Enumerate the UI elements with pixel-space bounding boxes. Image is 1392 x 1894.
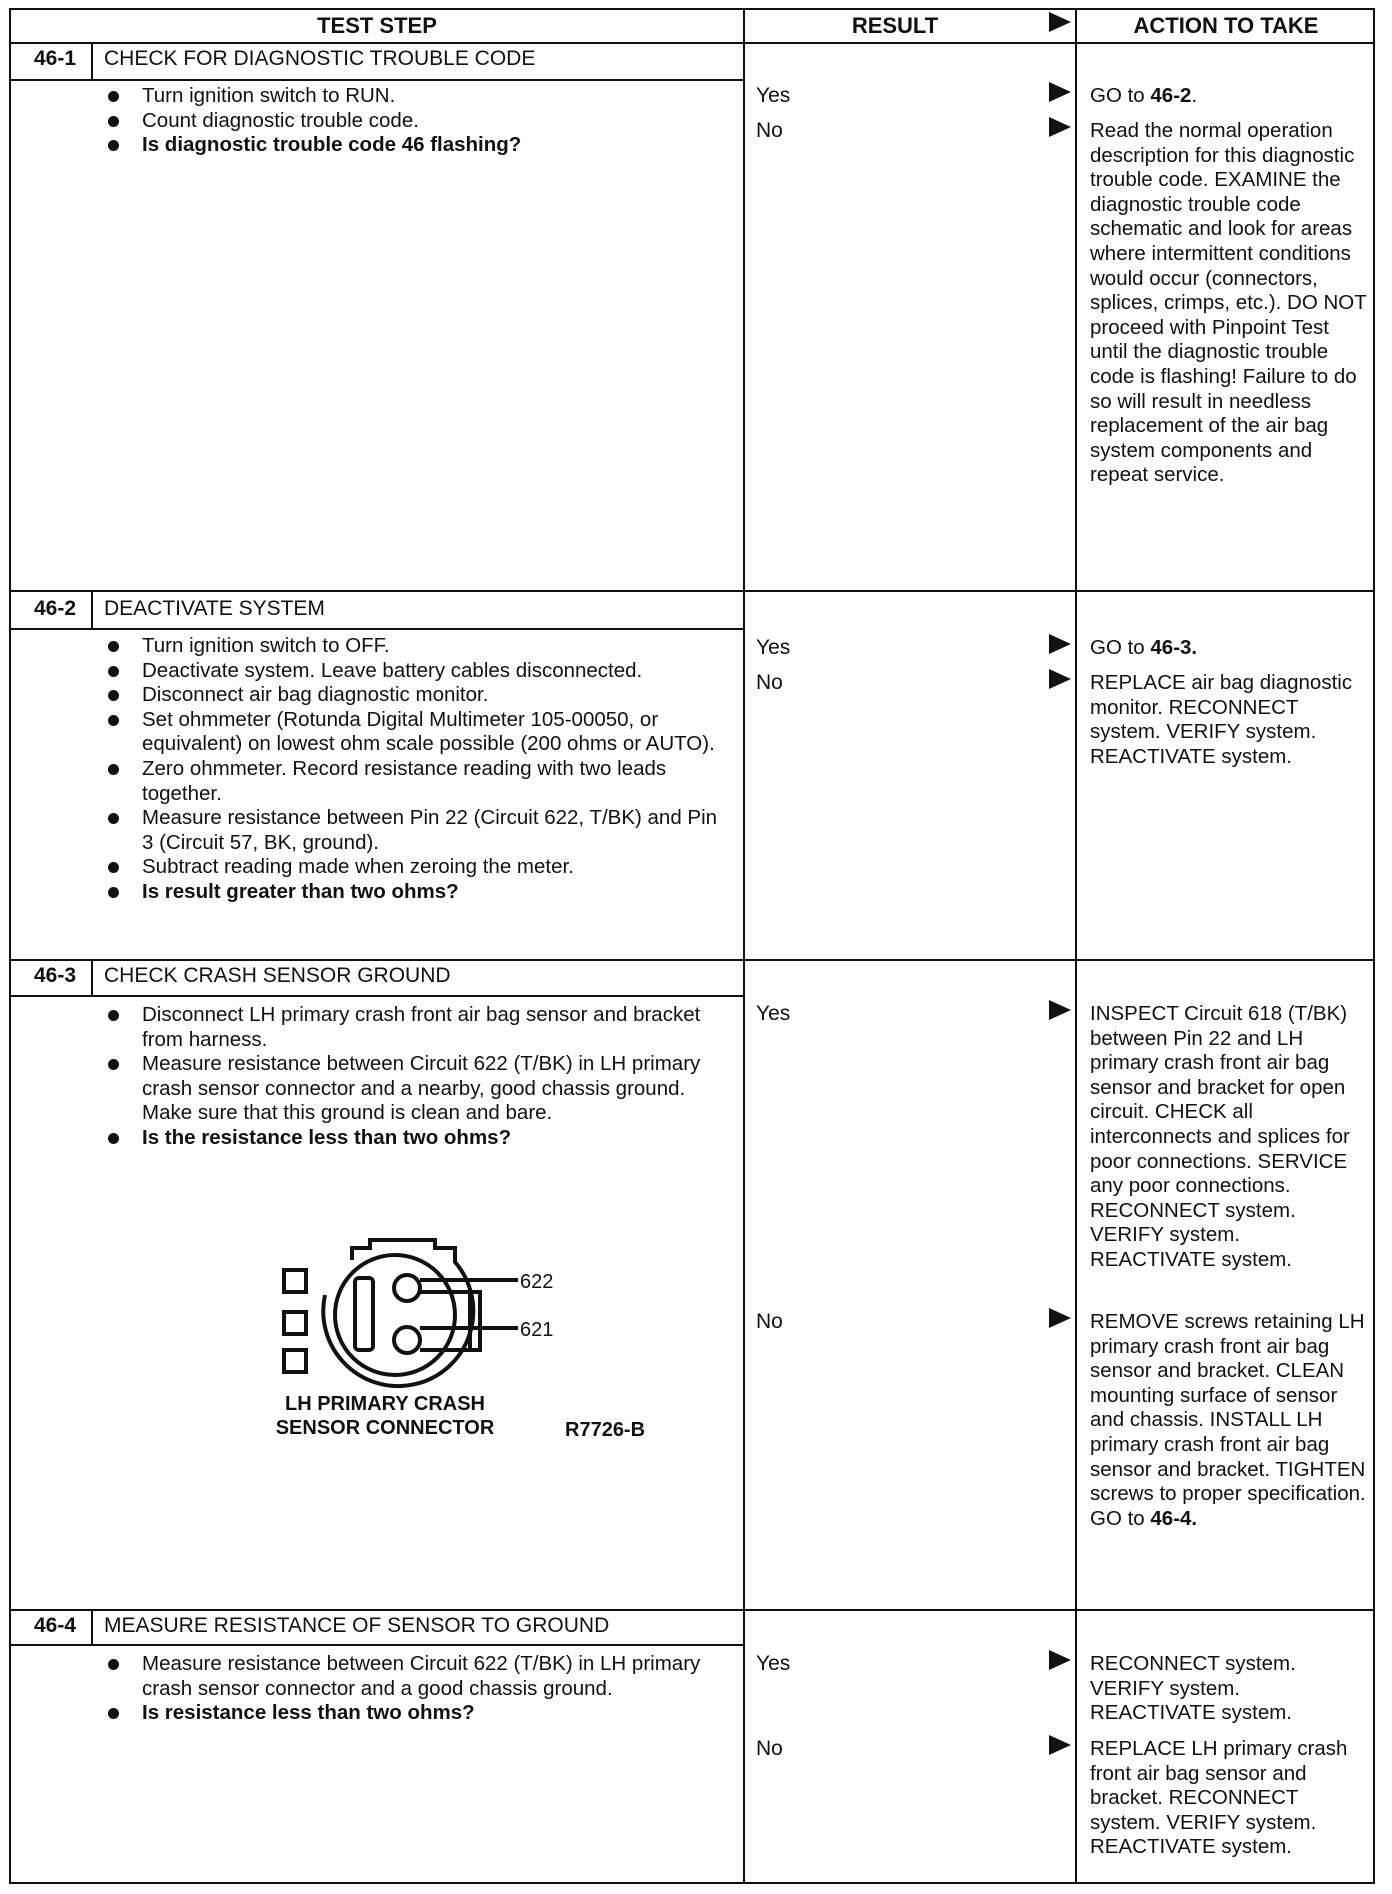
header-arrow-icon: [1049, 12, 1071, 32]
action-text: REPLACE LH primary crash front air bag sensor and bracket. RECONNECT system. VERIFY system. REACTIVATE system.: [1090, 1737, 1348, 1859]
step-title-rule: [9, 995, 744, 997]
step-rule: [9, 1609, 1375, 1611]
step-title-rule: [9, 79, 744, 81]
bullet-item: Deactivate system. Leave battery cables disconnected.: [100, 659, 720, 684]
figure-id: R7726-B: [565, 1419, 646, 1441]
divider-step-result: [743, 8, 745, 1884]
bullet-item: Disconnect air bag diagnostic monitor.: [100, 683, 720, 708]
action-step-link: 46-4.: [1150, 1506, 1198, 1530]
diagram-caption-line: LH PRIMARY CRASH: [284, 1393, 485, 1415]
result-arrow-icon: [1049, 117, 1071, 137]
header-action: ACTION TO TAKE: [1133, 13, 1319, 38]
result-no: No: [756, 671, 783, 694]
step-bullets: [100, 84, 720, 158]
action-prefix: GO to: [1090, 84, 1151, 107]
step-number: 46-4: [33, 1614, 77, 1637]
step-title-rule: [9, 1644, 744, 1646]
connector-pin-622: [394, 1275, 420, 1301]
header-result: RESULT: [851, 13, 939, 38]
step-number-divider: [91, 590, 93, 628]
step-number-divider: [91, 1609, 93, 1645]
action-prefix: REMOVE screws retaining LH primary crash front air bag sensor and bracket. CLEAN mounting surface of sensor and chassis. INSTALL LH primary crash front air bag sensor and bracket. TIGHTEN screws to proper specification. GO to: [1090, 1310, 1366, 1530]
result-yes: Yes: [756, 84, 791, 107]
bullet-item: Zero ohmmeter. Record resistance reading with two leads together.: [100, 757, 720, 806]
action-text: [1090, 1310, 1370, 1531]
connector-key-slot: [355, 1278, 373, 1350]
action-text: RECONNECT system. VERIFY system. REACTIVATE system.: [1090, 1652, 1296, 1725]
bullet-question: Is the resistance less than two ohms?: [100, 1126, 720, 1151]
step-rule: [9, 590, 1375, 592]
step-number-divider: [91, 959, 93, 996]
divider-result-action: [1075, 8, 1077, 1884]
result-no: No: [756, 119, 783, 142]
step-number: 46-1: [33, 47, 77, 70]
bullet-item: Measure resistance between Circuit 622 (T/BK) in LH primary crash sensor connector and a good chassis ground.: [100, 1652, 720, 1701]
diagram-caption-line: SENSOR CONNECTOR: [275, 1417, 495, 1439]
header-rule: [9, 42, 1375, 44]
action-text: [1090, 636, 1370, 661]
bullet-item: Measure resistance between Pin 22 (Circuit 622, T/BK) and Pin 3 (Circuit 57, BK, ground).: [100, 806, 720, 855]
result-no: No: [756, 1737, 783, 1760]
step-bullets: [100, 1652, 720, 1726]
bullet-item: Subtract reading made when zeroing the meter.: [100, 855, 720, 880]
result-arrow-icon: [1049, 634, 1071, 654]
result-yes: Yes: [756, 1652, 791, 1675]
step-number: 46-3: [33, 964, 77, 987]
action-step-link: 46-2: [1150, 84, 1192, 107]
bullet-item: Turn ignition switch to RUN.: [100, 84, 720, 109]
action-text: Read the normal operation description for this diagnostic trouble code. EXAMINE the diagnostic trouble code schematic and look for areas where intermittent conditions would occur (connectors, splices, crimps, etc.). DO NOT proceed with Pinpoint Test until the diagnostic trouble code is flashing! Failure to do so will result in needless replacement of the air bag system components and repeat service.: [1090, 119, 1367, 487]
result-yes: Yes: [756, 636, 791, 659]
action-text: [1090, 84, 1370, 109]
pin-label: 622: [520, 1271, 554, 1293]
step-title: CHECK FOR DIAGNOSTIC TROUBLE CODE: [104, 47, 536, 70]
step-title: DEACTIVATE SYSTEM: [104, 597, 325, 620]
bullet-question: Is result greater than two ohms?: [100, 880, 720, 905]
result-arrow-icon: [1049, 1308, 1071, 1328]
bullet-item: Turn ignition switch to OFF.: [100, 634, 720, 659]
pin-label: 621: [520, 1319, 554, 1341]
bullet-item: Measure resistance between Circuit 622 (T/BK) in LH primary crash sensor connector and a nearby, good chassis ground. Make sure that this ground is clean and bare.: [100, 1052, 720, 1126]
step-number: 46-2: [33, 597, 77, 620]
connector-tab: [284, 1312, 306, 1334]
connector-housing: [323, 1240, 473, 1386]
result-arrow-icon: [1049, 669, 1071, 689]
result-arrow-icon: [1049, 1000, 1071, 1020]
result-yes: Yes: [756, 1002, 791, 1025]
action-text: REPLACE air bag diagnostic monitor. RECONNECT system. VERIFY system. REACTIVATE system.: [1090, 671, 1353, 768]
action-step-link: 46-3.: [1150, 636, 1198, 659]
step-rule: [9, 959, 1375, 961]
action-text: INSPECT Circuit 618 (T/BK) between Pin 22 and LH primary crash front air bag sensor and bracket for open circuit. CHECK all interconnects and splices for poor connections. SERVICE any poor connections. RECONNECT system. VERIFY system. REACTIVATE system.: [1090, 1002, 1350, 1271]
bullet-question: Is resistance less than two ohms?: [100, 1701, 720, 1726]
connector-tab: [284, 1350, 306, 1372]
diagram-caption: [240, 1392, 530, 1440]
bullet-question: Is diagnostic trouble code 46 flashing?: [100, 133, 720, 158]
step-title: CHECK CRASH SENSOR GROUND: [104, 964, 451, 987]
step-title-rule: [9, 628, 744, 630]
bullet-item: Set ohmmeter (Rotunda Digital Multimeter 105-00050, or equivalent) on lowest ohm scale possible (200 ohms or AUTO).: [100, 708, 720, 757]
header-test-step: TEST STEP: [317, 13, 437, 38]
step-title: MEASURE RESISTANCE OF SENSOR TO GROUND: [104, 1614, 610, 1637]
bullet-item: Count diagnostic trouble code.: [100, 109, 720, 134]
action-prefix: GO to: [1090, 636, 1151, 659]
result-arrow-icon: [1049, 82, 1071, 102]
result-arrow-icon: [1049, 1735, 1071, 1755]
connector-tab: [284, 1270, 306, 1292]
connector-pin-621: [394, 1327, 420, 1353]
step-bullets: [100, 634, 720, 905]
step-number-divider: [91, 42, 93, 80]
bullet-item: Disconnect LH primary crash front air bag sensor and bracket from harness.: [100, 1003, 720, 1052]
result-no: No: [756, 1310, 783, 1333]
step-bullets: [100, 1003, 720, 1151]
action-suffix: .: [1191, 84, 1198, 107]
result-arrow-icon: [1049, 1650, 1071, 1670]
